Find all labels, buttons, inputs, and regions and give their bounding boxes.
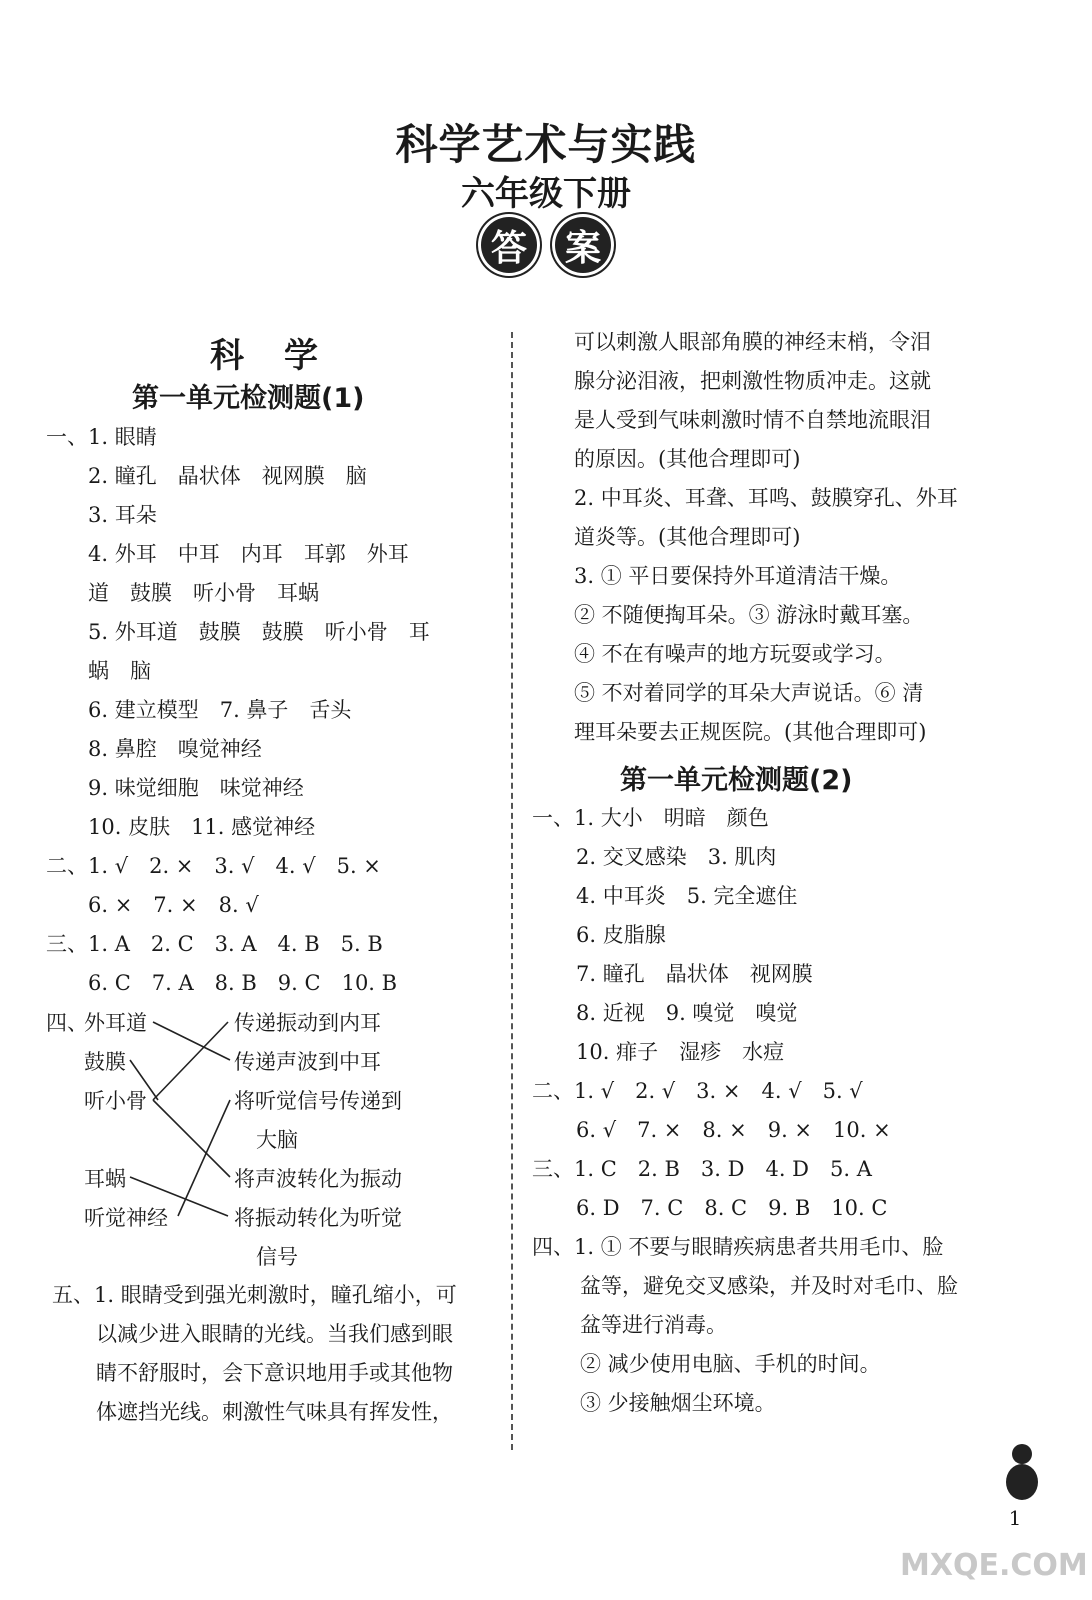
answer-line: 以减少进入眼睛的光线。当我们感到眼 [96,1322,453,1346]
answer-line: 2. 交叉感染 3. 肌肉 [576,845,777,869]
answer-line: 睛不舒服时，会下意识地用手或其他物 [96,1361,453,1385]
answer-line: 2. 中耳炎、耳聋、耳鸣、鼓膜穿孔、外耳 [574,486,958,510]
answer-line: 6. C 7. A 8. B 9. C 10. B [88,971,398,995]
answer-line: 7. 瞳孔 晶状体 视网膜 [576,962,813,986]
answer-line: 道 鼓膜 听小骨 耳蜗 [88,581,319,605]
match-line [130,1060,158,1100]
match-line [130,1177,228,1216]
match-left-item: 听觉神经 [84,1206,168,1230]
answer-line: 五、1. 眼睛受到强光刺激时，瞳孔缩小，可 [52,1283,457,1307]
match-right-item: 将声波转化为振动 [234,1167,402,1191]
answer-line: 是人受到气味刺激时情不自禁地流眼泪 [574,408,931,432]
answer-badge-1: 答 [478,214,540,276]
answer-line: 二、1. √ 2. × 3. √ 4. √ 5. × [46,854,381,878]
answer-line: ③ 少接触烟尘环境。 [580,1391,776,1415]
answer-line: 盆等进行消毒。 [580,1313,727,1337]
match-left-item: 听小骨 [84,1089,147,1113]
answer-line: 6. 建立模型 7. 鼻子 舌头 [88,698,352,722]
answer-line: 6. √ 7. × 8. × 9. × 10. × [576,1118,891,1142]
book-title: 科学艺术与实践 [395,120,697,169]
answer-line: 的原因。(其他合理即可) [574,447,801,471]
answer-line: 5. 外耳道 鼓膜 鼓膜 听小骨 耳 [88,620,430,644]
answer-line: 6. × 7. × 8. √ [88,893,259,917]
match-right-item: 传递振动到内耳 [234,1011,381,1035]
answer-line: ⑤ 不对着同学的耳朵大声说话。⑥ 清 [574,681,924,705]
unit1-test1-title: 第一单元检测题(1) [132,383,365,414]
answer-line: 3. ① 平日要保持外耳道清洁干燥。 [574,564,902,588]
answer-line: 腺分泌泪液，把刺激性物质冲走。这就 [574,369,931,393]
match-right-item: 大脑 [256,1128,298,1152]
answer-line: 二、1. √ 2. √ 3. × 4. √ 5. √ [532,1079,863,1103]
subject-title: 科学 [210,336,358,376]
match-right-item: 将听觉信号传递到 [234,1089,402,1113]
answer-line: 4. 外耳 中耳 内耳 耳郭 外耳 [88,542,409,566]
answer-line: 6. 皮脂腺 [576,923,666,947]
answer-line: 10. 皮肤 11. 感觉神经 [88,815,316,839]
match-right-item: 将振动转化为听觉 [234,1206,402,1230]
matching-prefix: 四、 [46,1011,88,1035]
match-line [153,1022,230,1060]
answer-line: 4. 中耳炎 5. 完全遮住 [576,884,798,908]
answer-line: 理耳朵要去正规医院。(其他合理即可) [574,720,927,744]
match-line [178,1100,230,1216]
page-number: 1 [1008,1506,1022,1530]
answer-line: 三、1. A 2. C 3. A 4. B 5. B [46,932,383,956]
match-left-item: 鼓膜 [84,1050,126,1074]
answer-line: 蜗 脑 [88,659,151,683]
grade-subtitle: 六年级下册 [461,174,631,214]
answer-line: 道炎等。(其他合理即可) [574,525,801,549]
answer-line: 8. 鼻腔 嗅觉神经 [88,737,262,761]
match-left-item: 耳蜗 [84,1167,126,1191]
answer-line: ② 不随便掏耳朵。③ 游泳时戴耳塞。 [574,603,924,627]
match-right-item: 信号 [256,1245,298,1269]
answer-line: ④ 不在有噪声的地方玩耍或学习。 [574,642,896,666]
watermark-text: MXQE.COM [900,1548,1088,1583]
match-line [153,1022,228,1100]
answer-line: 可以刺激人眼部角膜的神经末梢，令泪 [574,330,931,354]
answer-badge-2: 案 [552,214,614,276]
answer-line: 一、1. 大小 明暗 颜色 [532,806,769,830]
answer-line: 盆等，避免交叉感染，并及时对毛巾、脸 [580,1274,958,1298]
match-left-item: 外耳道 [84,1011,147,1035]
match-right-item: 传递声波到中耳 [234,1050,381,1074]
answer-line: 2. 瞳孔 晶状体 视网膜 脑 [88,464,367,488]
answer-line: 10. 痱子 湿疹 水痘 [576,1040,785,1064]
answer-line: 3. 耳朵 [88,503,157,527]
answer-line: 三、1. C 2. B 3. D 4. D 5. A [532,1157,872,1181]
answer-line: 四、1. ① 不要与眼睛疾病患者共用毛巾、脸 [532,1235,944,1259]
unit1-test2-title: 第一单元检测题(2) [620,765,853,796]
answer-line: 一、1. 眼睛 [46,425,157,449]
answer-line: 体遮挡光线。刺激性气味具有挥发性， [96,1400,453,1424]
answer-line: 9. 味觉细胞 味觉神经 [88,776,304,800]
answer-line: 8. 近视 9. 嗅觉 嗅觉 [576,1001,798,1025]
answer-line: 6. D 7. C 8. C 9. B 10. C [576,1196,888,1220]
match-line [153,1100,230,1177]
answer-line: ② 减少使用电脑、手机的时间。 [580,1352,881,1376]
mascot-icon [1000,1440,1044,1500]
